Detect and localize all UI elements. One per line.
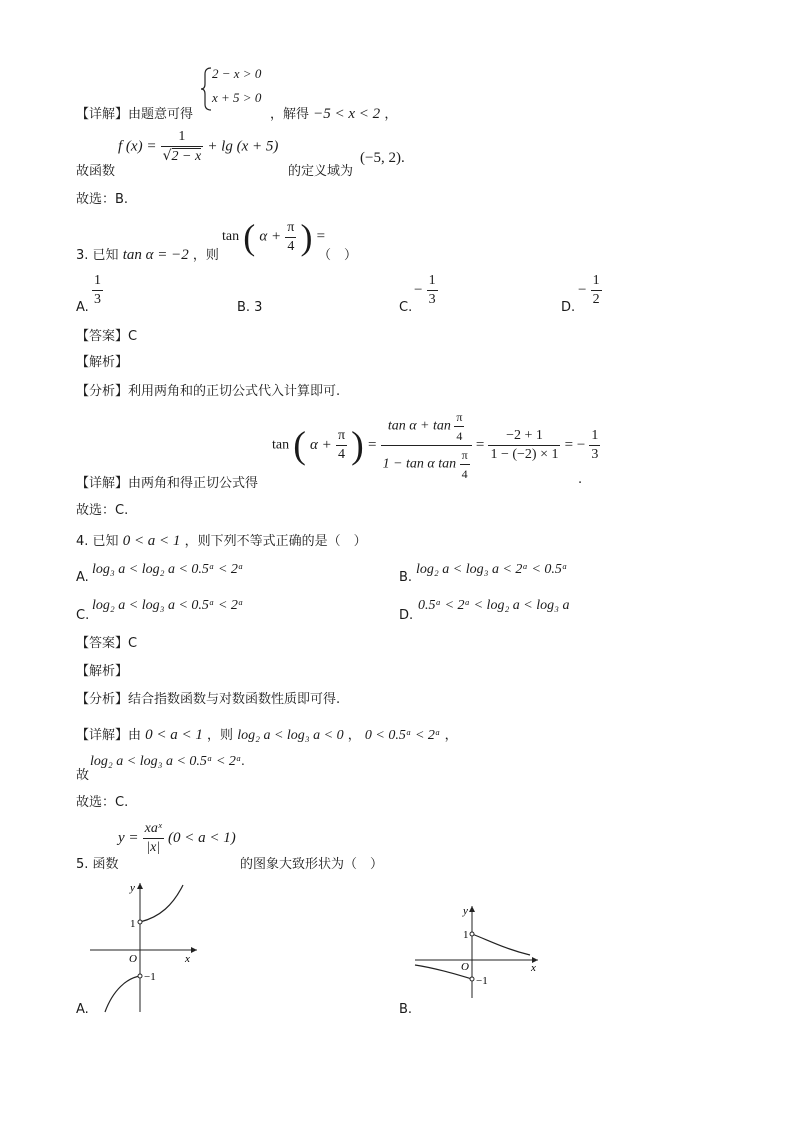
graph-a-curve-left — [105, 976, 140, 1012]
q4-option-d-label[interactable]: D. — [399, 608, 414, 623]
graph-a-x-label: x — [185, 953, 190, 965]
q3-stem-pre: 3. 已知 — [76, 248, 119, 263]
formula-four: 4 — [337, 447, 345, 462]
left-paren: ( — [243, 217, 256, 257]
q3-option-a-label[interactable]: A. — [76, 300, 89, 315]
q4-detail-ineq1: log₂ a < log₃ a < 0 — [237, 728, 344, 743]
q3-option-b[interactable]: B. 3 — [237, 300, 263, 315]
q4-so-period: . — [241, 754, 246, 769]
option-d-sign: − — [578, 282, 587, 298]
fraction-numerator: 1 — [161, 128, 204, 147]
graph-a-y-label: y — [130, 882, 135, 894]
func-intro: 故函数 — [76, 164, 116, 179]
option-d-num: 1 — [591, 272, 602, 291]
q4-so-ineq — [90, 754, 245, 770]
q4-option-b[interactable]: log₂ a < log₃ a < 2ᵃ < 0.5ᵃ — [416, 562, 568, 577]
q3-option-d-label[interactable]: D. — [561, 300, 576, 315]
main-num-pi4 — [454, 408, 464, 445]
equals: = — [316, 228, 326, 245]
main-den-text: 1 − tan α tan — [382, 456, 457, 472]
option-d-fraction — [591, 272, 602, 309]
q3-condition: tan α = −2 — [122, 247, 189, 263]
q4-condition: 0 < a < 1 — [122, 533, 181, 549]
q4-stem-pre: 4. 已知 — [76, 534, 119, 549]
system-line-2: x + 5 > 0 — [212, 90, 262, 105]
domain-interval — [360, 150, 405, 167]
formula-eq1: = — [367, 437, 377, 453]
q3-detail: 【详解】由两角和得正切公式得 — [76, 476, 259, 491]
fraction-denominator: √2 − x — [162, 148, 202, 164]
q3-answer: 【答案】C — [76, 329, 138, 344]
q3-fenxi: 【分析】利用两角和的正切公式代入计算即可. — [76, 384, 341, 399]
q3-expression — [222, 216, 325, 258]
formula-result — [589, 427, 600, 464]
q4-option-c[interactable]: log₂ a < log₃ a < 0.5ᵃ < 2ᵃ — [92, 598, 244, 613]
option-c-fraction — [427, 272, 438, 309]
q3-option-c-label[interactable]: C. — [399, 300, 413, 315]
q3-stem — [76, 244, 219, 264]
num-pi: π — [454, 408, 464, 427]
eq2-den: 1 − (−2) × 1 — [490, 447, 559, 462]
answer-b: 故选：B. — [76, 192, 129, 207]
num-four: 4 — [456, 429, 463, 443]
q4-so: 故 — [76, 768, 90, 783]
system-line-1: 2 − x > 0 — [212, 66, 262, 81]
graph-b[interactable] — [410, 900, 545, 1000]
q4-detail-mid: ，则 — [207, 728, 234, 743]
graph-a-open-point-top — [138, 920, 142, 924]
q4-detail-end: ， — [444, 728, 458, 743]
q3-option-a-fraction — [92, 272, 103, 309]
q4-fenxi: 【分析】结合指数函数与对数函数性质即可得. — [76, 692, 341, 707]
main-frac-den — [381, 446, 472, 483]
solution-text — [270, 103, 397, 123]
graph-a-tick-1: 1 — [130, 918, 136, 930]
graph-a-origin: O — [129, 953, 137, 965]
q5-den: |x| — [146, 840, 161, 855]
graph-a-label[interactable]: A. — [76, 1002, 89, 1017]
q4-answer: 【答案】C — [76, 636, 138, 651]
radicand: 2 − x — [171, 149, 202, 164]
main-frac-num — [381, 408, 472, 446]
pi-over-four — [285, 219, 296, 256]
graph-b-tick-neg1: −1 — [476, 975, 488, 987]
solve-label: ，解得 — [270, 107, 310, 122]
graph-b-label[interactable]: B. — [399, 1002, 413, 1017]
graph-a-x-arrow-icon — [191, 947, 197, 953]
graph-b-origin: O — [461, 961, 469, 973]
period: . — [400, 150, 405, 166]
q5-fraction — [143, 820, 164, 857]
graph-b-x-label: x — [531, 962, 536, 974]
graph-b-curve-right — [472, 934, 530, 955]
formula-inner: α + — [310, 437, 332, 453]
tan-label: tan — [222, 229, 240, 244]
option-a-den: 3 — [94, 292, 101, 307]
formula-left-paren: ( — [293, 424, 306, 467]
solution-inequality: −5 < x < 2 — [313, 106, 381, 122]
q4-analysis: 【解析】 — [76, 664, 129, 679]
graph-b-open-point-bottom — [470, 977, 474, 981]
q3-stem-mid: ，则 — [192, 248, 219, 263]
formula-pi: π — [336, 427, 347, 446]
den-four: 4 — [461, 467, 468, 481]
detail-tag — [76, 103, 193, 122]
graph-a-tick-neg1: −1 — [144, 971, 156, 983]
option-a-num: 1 — [94, 273, 101, 288]
four: 4 — [287, 238, 295, 254]
result-num: 1 — [589, 427, 600, 446]
q5-function — [118, 820, 236, 857]
domain-value: (−5, 2) — [360, 150, 401, 166]
q5-stem-post: 的图象大致形状为（ ） — [240, 857, 384, 872]
domain-label: 的定义域为 — [288, 164, 354, 179]
main-num-text: tan α + tan — [387, 418, 451, 434]
graph-a-curve-right — [140, 885, 183, 922]
formula-result-sign: = − — [564, 437, 586, 453]
detail-text: 由题意可得 — [128, 107, 194, 122]
q3-analysis: 【解析】 — [76, 355, 129, 370]
formula-eq2: = — [475, 437, 485, 453]
main-den-pi4 — [460, 446, 470, 483]
q3-paren: （ ） — [318, 248, 358, 263]
graph-b-y-arrow-icon — [469, 906, 475, 912]
q3-option-c-value — [414, 272, 438, 309]
formula-main-fraction — [381, 408, 472, 483]
function-definition — [118, 128, 278, 166]
formula-num-fraction — [488, 427, 560, 464]
formula-pi-over-four — [336, 427, 347, 464]
option-c-den: 3 — [428, 292, 436, 307]
q4-option-c-label[interactable]: C. — [76, 608, 90, 623]
q3-formula — [272, 408, 600, 483]
q3-detail-period: . — [578, 472, 583, 487]
domain-text — [288, 160, 353, 179]
option-c-num: 1 — [427, 272, 438, 291]
graph-b-open-point-top — [470, 932, 474, 936]
formula-tan: tan — [272, 437, 290, 453]
q4-choose: 故选：C. — [76, 795, 129, 810]
q4-detail — [76, 724, 458, 744]
pi: π — [285, 219, 296, 238]
q5-y-eq: y = — [118, 830, 139, 846]
right-paren: ) — [300, 217, 313, 257]
graph-a-y-arrow-icon — [137, 883, 143, 889]
q5-num: xaˣ — [143, 820, 164, 839]
graph-b-y-label: y — [463, 905, 468, 917]
detail-label: 【详解】 — [76, 107, 129, 122]
q4-option-a-label[interactable]: A. — [76, 570, 89, 585]
function-lhs: f (x) = — [118, 138, 157, 155]
expr-inner: α + — [259, 228, 282, 245]
function-tail: + lg (x + 5) — [207, 138, 279, 155]
comma: ， — [384, 107, 398, 122]
q4-detail-pre: 【详解】由 — [76, 728, 142, 743]
q3-choose: 故选：C. — [76, 503, 129, 518]
q4-option-d[interactable]: 0.5ᵃ < 2ᵃ < log₂ a < log₃ a — [418, 598, 570, 613]
result-den: 3 — [591, 447, 599, 462]
graph-b-tick-1: 1 — [463, 929, 469, 941]
q4-detail-cond: 0 < a < 1 — [145, 727, 203, 743]
q4-option-b-label[interactable]: B. — [399, 570, 413, 585]
q4-option-a[interactable]: log₃ a < log₂ a < 0.5ᵃ < 2ᵃ — [92, 562, 244, 577]
den-pi: π — [460, 446, 470, 465]
eq2-num: −2 + 1 — [488, 427, 560, 446]
graph-a[interactable] — [85, 875, 205, 1015]
q5-condition: (0 < a < 1) — [167, 830, 236, 846]
graph-a-open-point-bottom — [138, 974, 142, 978]
q5-stem-pre: 5. 函数 — [76, 857, 119, 872]
option-c-sign: − — [414, 282, 423, 298]
q4-stem-post: ，则下列不等式正确的是（ ） — [184, 534, 367, 549]
formula-right-paren: ) — [351, 424, 364, 467]
q4-so-ineq-text: log₂ a < log₃ a < 0.5ᵃ < 2ᵃ — [90, 754, 242, 769]
q3-option-d-value — [578, 272, 602, 309]
q4-stem — [76, 530, 367, 550]
q4-detail-comma: ， — [347, 728, 361, 743]
q4-detail-ineq2: 0 < 0.5ᵃ < 2ᵃ — [364, 728, 441, 743]
option-d-den: 2 — [592, 292, 600, 307]
function-fraction — [161, 128, 204, 166]
